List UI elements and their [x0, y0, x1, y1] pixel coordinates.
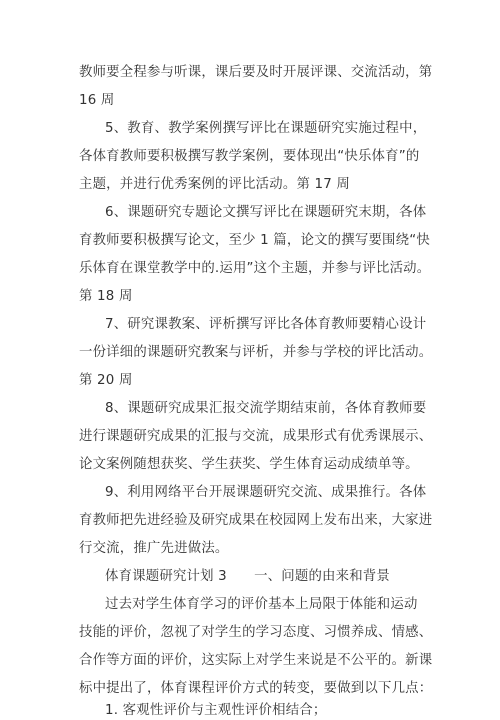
text-line: 9、利用网络平台开展课题研究交流、成果推行。各体 — [105, 485, 427, 500]
text-line: 技能的评价，忽视了对学生的学习态度、习惯养成、情感、 — [79, 625, 433, 640]
text-line: 合作等方面的评价，这实际上对学生来说是不公平的。新课 — [79, 653, 433, 668]
text-line: 过去对学生体育学习的评价基本上局限于体能和运动 — [105, 597, 418, 612]
text-line: 一份详细的课题研究教案与评析，并参与学校的评比活动。 — [79, 345, 433, 360]
text-line: 第 18 周 — [79, 289, 133, 304]
text-line: 各体育教师要积极撰写教学案例，要体现出“快乐体育”的 — [79, 149, 420, 164]
text-line: 主题，并进行优秀案例的评比活动。第 17 周 — [79, 177, 350, 192]
text-line: 论文案例随想获奖、学生获奖、学生体育运动成绩单等。 — [79, 457, 419, 472]
text-line: 6、课题研究专题论文撰写评比在课题研究末期，各体 — [105, 205, 427, 220]
text-line: 进行课题研究成果的汇报与交流，成果形式有优秀课展示、 — [79, 429, 433, 444]
text-line: 7、研究课教案、评析撰写评比各体育教师要精心设计 — [105, 317, 427, 332]
text-line: 1. 客观性评价与主观性评价相结合； — [105, 703, 327, 718]
section-heading-line: 体育课题研究计划 3 一、问题的由来和背景 — [105, 569, 390, 584]
text-line: 教师要全程参与听课，课后要及时开展评课、交流活动，第 — [79, 65, 433, 80]
text-line: 第 20 周 — [79, 373, 133, 388]
text-line: 标中提出了，体育课程评价方式的转变，要做到以下几点： — [79, 681, 433, 696]
text-line: 乐体育在课堂教学中的.运用”这个主题，并参与评比活动。 — [79, 261, 431, 276]
text-line: 16 周 — [79, 93, 115, 108]
text-line: 育教师要积极撰写论文，至少 1 篇，论文的撰写要围绕“快 — [79, 233, 430, 248]
text-line: 育教师把先进经验及研究成果在校园网上发布出来，大家进 — [79, 513, 433, 528]
text-line: 8、课题研究成果汇报交流学期结束前，各体育教师要 — [105, 401, 427, 416]
text-line: 5、教育、教学案例撰写评比在课题研究实施过程中， — [105, 121, 427, 136]
text-line: 行交流，推广先进做法。 — [79, 541, 229, 556]
